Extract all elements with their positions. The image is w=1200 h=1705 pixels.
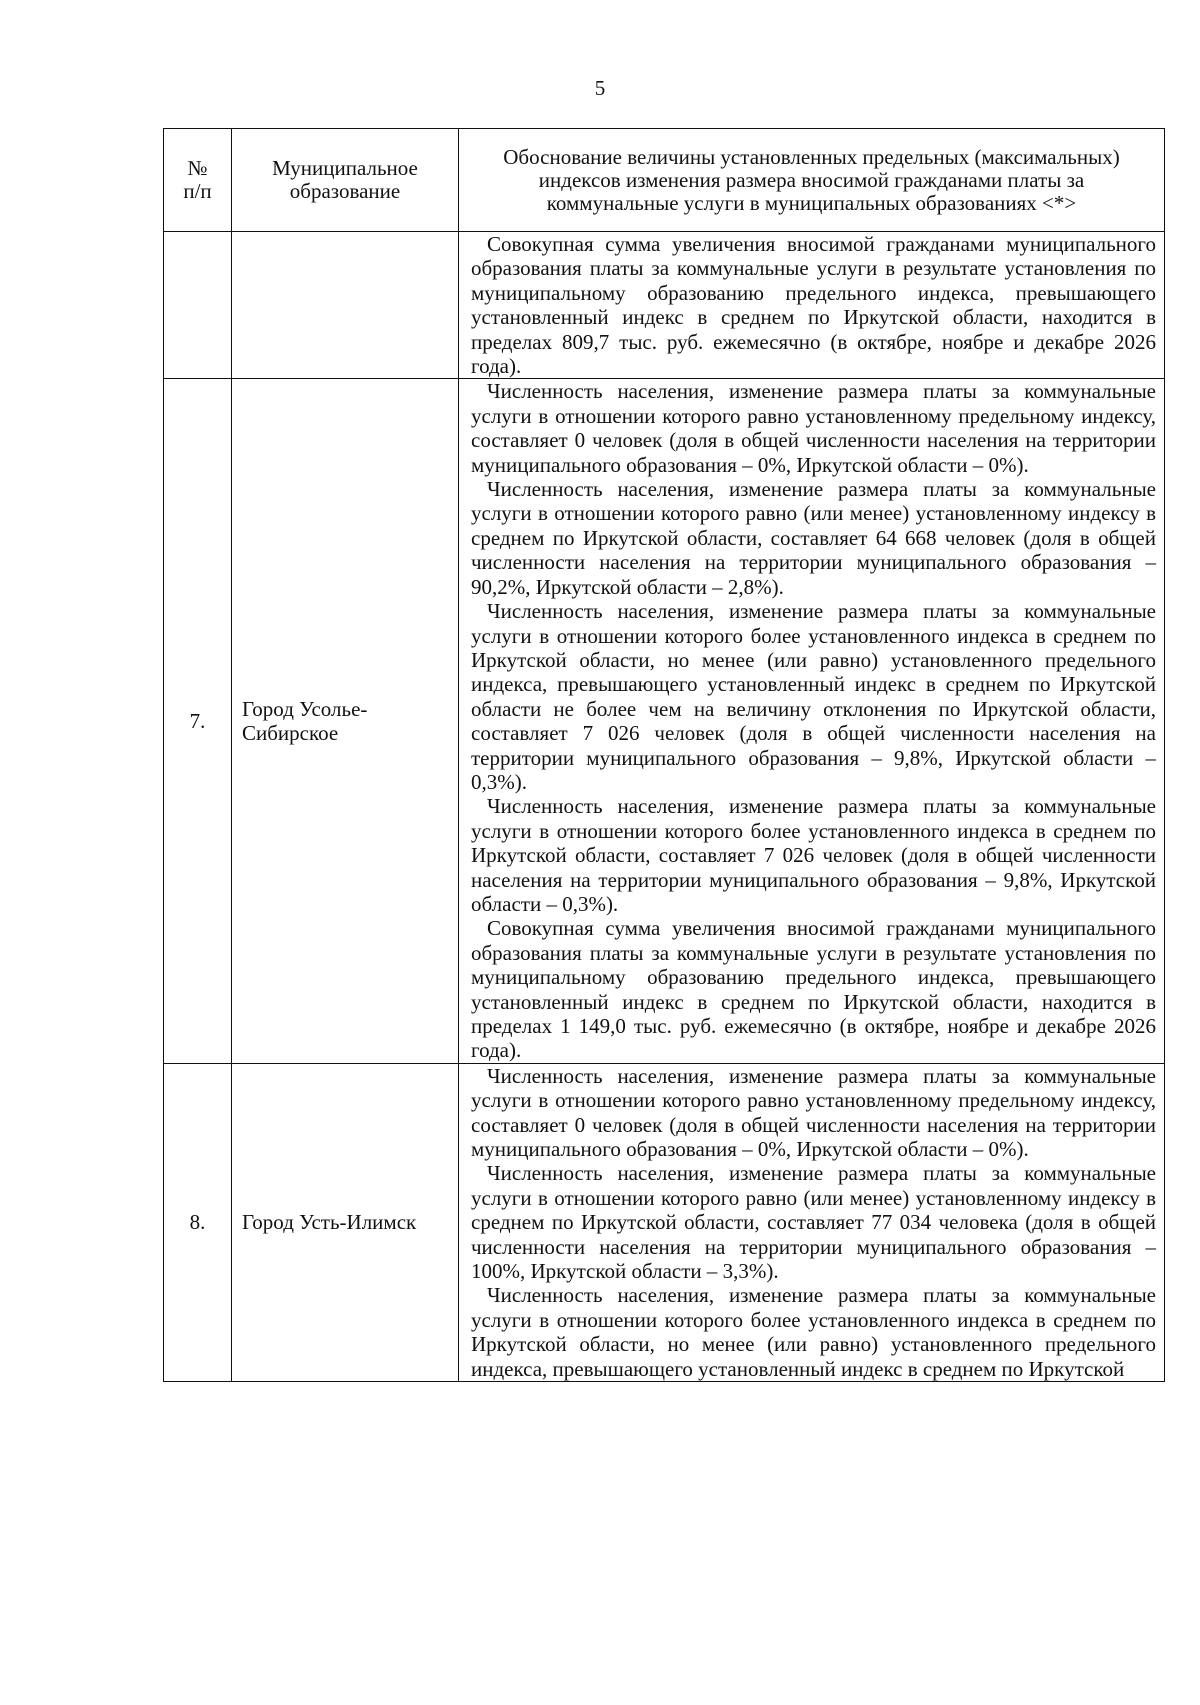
- header-basis-label: Обоснование величины установленных предельных (максимальных) индексов изменения размера вносимой гражданами платы за коммунальные услуги в муниципальных образованиях <*>: [503, 144, 1120, 215]
- row-number: 8.: [164, 1063, 232, 1381]
- basis-paragraph: Совокупная сумма увеличения вносимой гражданами муниципального образования платы за коммунальные услуги в результате установления по муниципальному образованию предельного индекса, превышающего установленный индекс в среднем по Иркутской области, находится в пределах 1 149,0 тыс. руб. ежемесячно (в октябре, ноябре и декабре 2026 года).: [471, 916, 1156, 1063]
- header-municipality-label: Муниципальное образование: [272, 156, 418, 203]
- basis-text: [459, 1063, 1165, 1381]
- basis-text: [459, 232, 1165, 379]
- municipality-name: [232, 232, 459, 379]
- basis-paragraph: Численность населения, изменение размера платы за коммунальные услуги в отношении которого равно (или менее) установленному индексу в среднем по Иркутской области, составляет 64 668 человек (доля в общей численности населения на территории муниципального образования – 90,2%, Иркутской области – 2,8%).: [471, 477, 1156, 599]
- municipality-name: Город Усть-Илимск: [232, 1063, 459, 1381]
- table-row: [164, 232, 1165, 379]
- basis-text: [459, 379, 1165, 1063]
- table-row: [164, 379, 1165, 1063]
- basis-paragraph: Численность населения, изменение размера платы за коммунальные услуги в отношении которого равно (или менее) установленному индексу в среднем по Иркутской области, составляет 77 034 человека (доля в общей численности населения на территории муниципального образования – 100%, Иркутской области – 3,3%).: [471, 1161, 1156, 1284]
- municipality-name: Город Усолье-Сибирское: [232, 379, 459, 1063]
- table-header-row: [164, 129, 1165, 232]
- table-row: [164, 1063, 1165, 1381]
- row-number: 7.: [164, 379, 232, 1063]
- basis-paragraph: Численность населения, изменение размера платы за коммунальные услуги в отношении которого равно установленному предельному индексу, составляет 0 человек (доля в общей численности населения на территории муниципального образования – 0%, Иркутской области – 0%).: [471, 1063, 1156, 1162]
- basis-paragraph: Совокупная сумма увеличения вносимой гражданами муниципального образования платы за коммунальные услуги в результате установления по муниципальному образованию предельного индекса, превышающего установленный индекс в среднем по Иркутской области, находится в пределах 809,7 тыс. руб. ежемесячно (в октябре, ноябре и декабре 2026 года).: [471, 232, 1156, 379]
- page-number: 5: [594, 76, 606, 100]
- tariff-index-table: [163, 128, 1165, 1382]
- header-row-number: [164, 129, 232, 232]
- row-number: [164, 232, 232, 379]
- header-municipality: [232, 129, 459, 232]
- header-basis: [459, 129, 1165, 232]
- basis-paragraph: Численность населения, изменение размера платы за коммунальные услуги в отношении которого более установленного индекса в среднем по Иркутской области, но менее (или равно) установленного предельного индекса, превышающего установленный индекс в среднем по Иркутской области не более чем на величину отклонения по Иркутской области, составляет 7 026 человек (доля в общей численности населения на территории муниципального образования – 9,8%, Иркутской области – 0,3%).: [471, 599, 1156, 794]
- header-row-number-label: № п/п: [183, 156, 212, 203]
- basis-paragraph: Численность населения, изменение размера платы за коммунальные услуги в отношении которого равно установленному предельному индексу, составляет 0 человек (доля в общей численности населения на территории муниципального образования – 0%, Иркутской области – 0%).: [471, 379, 1156, 477]
- basis-paragraph: Численность населения, изменение размера платы за коммунальные услуги в отношении которого более установленного индекса в среднем по Иркутской области, но менее (или равно) установленного предельного индекса, превышающего установленный индекс в среднем по Иркутской: [471, 1283, 1156, 1381]
- basis-paragraph: Численность населения, изменение размера платы за коммунальные услуги в отношении которого более установленного индекса в среднем по Иркутской области, составляет 7 026 человек (доля в общей численности населения на территории муниципального образования – 9,8%, Иркутской области – 0,3%).: [471, 794, 1156, 916]
